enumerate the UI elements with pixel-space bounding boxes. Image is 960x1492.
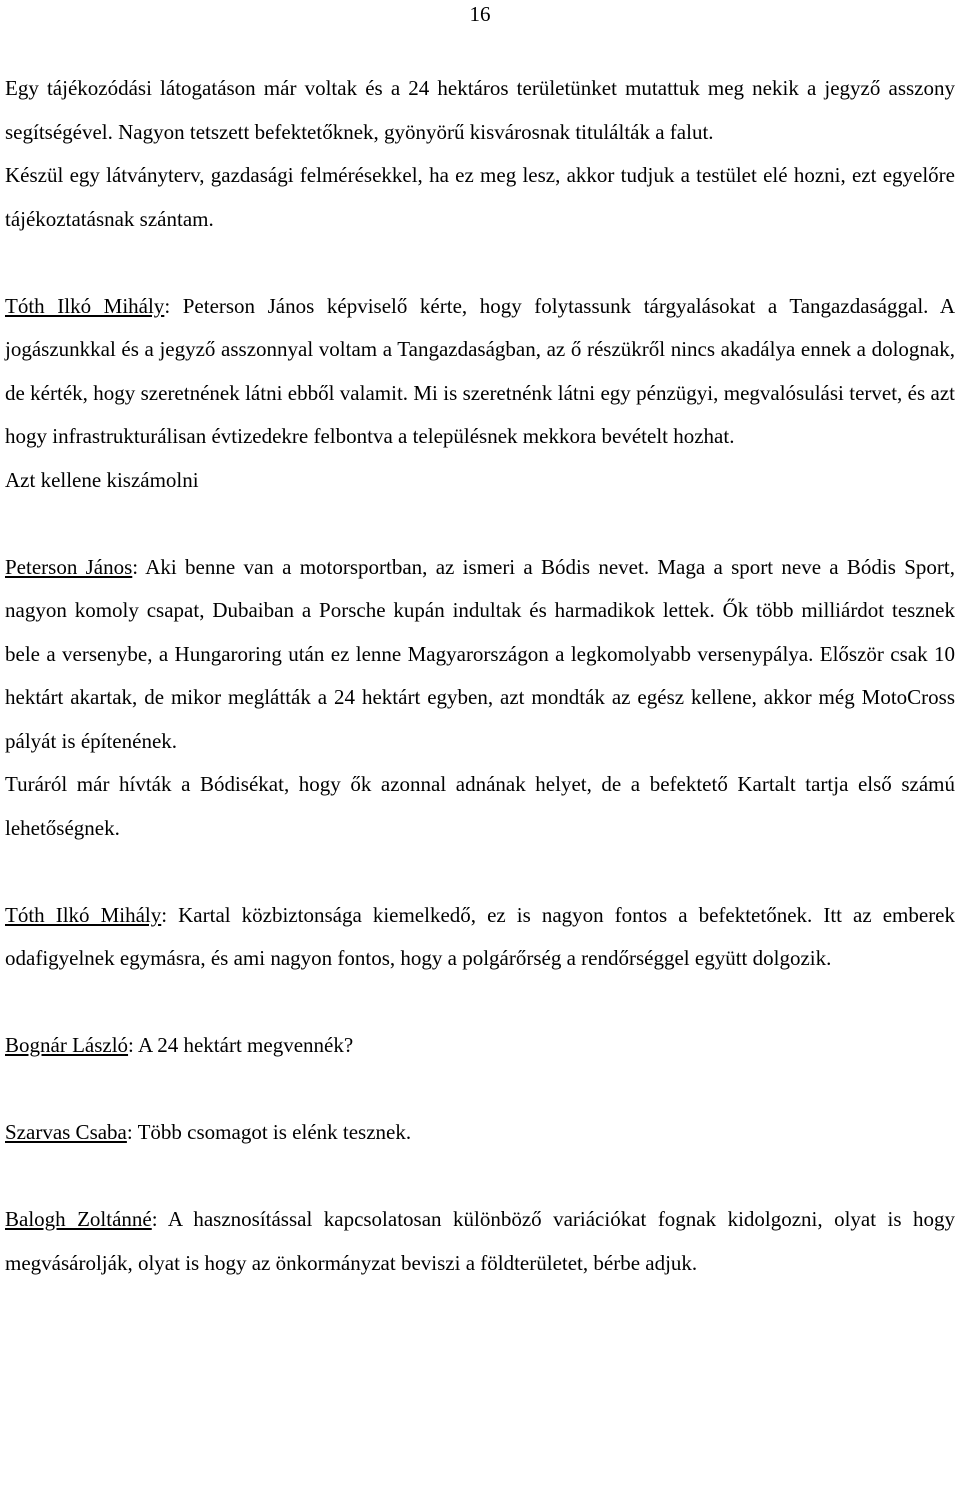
speaker-name: Szarvas Csaba bbox=[5, 1120, 127, 1144]
paragraph: Készül egy látványterv, gazdasági felmérésekkel, ha ez meg lesz, akkor tudjuk a testület elé hozni, ezt egyelőre tájékoztatásnak szántam. bbox=[5, 163, 955, 231]
paragraph-gap bbox=[5, 981, 955, 1025]
speaker-paragraph: Balogh Zoltánné: A hasznosítással kapcsolatosan különböző variációkat fognak kidolgozni, olyat is hogy megvásárolják, olyat is hogy az önkormányzat beviszi a földterületet, bérbe adjuk. bbox=[5, 1207, 955, 1275]
speech-text: A 24 hektárt megvennék? bbox=[137, 1033, 354, 1057]
speech-text: Peterson János képviselő kérte, hogy folytassunk tárgyalásokat a Tangazdasággal. A jogászunkkal és a jegyző asszonnyal voltam a Tangazdaságban, az ő részükről nincs akadálya ennek a dolognak, de kérték, hogy szeretnének látni ebből valamit. Mi is szeretnénk látni egy pénzügyi, megvalósulási tervet, és azt hogy infrastrukturálisan évtizedekre felbontva a településnek mekkora bevételt hozhat. bbox=[5, 293, 955, 448]
paragraph-gap bbox=[5, 850, 955, 894]
speaker-name: Tóth Ilkó Mihály bbox=[5, 902, 162, 927]
speaker-paragraph: Tóth Ilkó Mihály: Kartal közbiztonsága kiemelkedő, ez is nagyon fontos a befektetőnek. Itt az emberek odafigyelnek egymásra, és ami nagyon fontos, hogy a polgárőrség a rendőrséggel együtt dolgozik. bbox=[5, 902, 956, 970]
paragraph: Turáról már hívták a Bódisékat, hogy ők azonnal adnának helyet, de a befektető Kartalt tartja első számú lehetőségnek. bbox=[5, 772, 955, 840]
document-body bbox=[5, 67, 955, 1285]
paragraph: Egy tájékozódási látogatáson már voltak és a 24 hektáros területünket mutattuk meg nekik a jegyző asszony segítségével. Nagyon tetszett befektetőknek, gyönyörű kisvárosnak titulálták a falut. bbox=[5, 76, 955, 144]
paragraph-gap bbox=[5, 502, 955, 546]
speaker-paragraph: Peterson János: Aki benne van a motorsportban, az ismeri a Bódis nevet. Maga a sport neve a Bódis Sport, nagyon komoly csapat, Dubaiban a Porsche kupán indultak és harmadikok lettek. Ők több milliárdot tesznek bele a versenybe, a Hungaroring után ez lenne Magyarországon a legkomolyabb versenypálya. Először csak 10 hektárt akartak, de mikor meglátták a 24 hektárt egyben, azt mondták az egész kellene, akkor még MotoCross pályát is építenének. bbox=[5, 554, 955, 753]
paragraph-gap bbox=[5, 1155, 955, 1199]
speech-text: A hasznosítással kapcsolatosan különböző variációkat fognak kidolgozni, olyat is hogy megvásárolják, olyat is hogy az önkormányzat beviszi a földterületet, bérbe adjuk. bbox=[5, 1207, 955, 1275]
speaker-name: Tóth Ilkó Mihály bbox=[5, 293, 165, 318]
speaker-name: Peterson János bbox=[5, 554, 133, 579]
paragraph-gap bbox=[5, 241, 955, 285]
speaker-paragraph: Tóth Ilkó Mihály: Peterson János képviselő kérte, hogy folytassunk tárgyalásokat a Tangazdasággal. A jogászunkkal és a jegyző asszonnyal voltam a Tangazdaságban, az ő részükről nincs akadálya ennek a dolognak, de kérték, hogy szeretnének látni ebből valamit. Mi is szeretnénk látni egy pénzügyi, megvalósulási tervet, és azt hogy infrastrukturálisan évtizedekre felbontva a településnek mekkora bevételt hozhat. bbox=[5, 293, 955, 448]
speaker-name: Balogh Zoltánné bbox=[5, 1207, 152, 1231]
paragraph-gap bbox=[5, 1068, 955, 1112]
speaker-name: Bognár László bbox=[5, 1033, 129, 1057]
paragraph: Azt kellene kiszámolni bbox=[5, 467, 199, 492]
speaker-paragraph: Szarvas Csaba: Több csomagot is elénk tesznek. bbox=[5, 1120, 412, 1144]
speech-text: Több csomagot is elénk tesznek. bbox=[137, 1120, 412, 1144]
speech-text: Kartal közbiztonsága kiemelkedő, ez is nagyon fontos a befektetőnek. Itt az emberek odafigyelnek egymásra, és ami nagyon fontos, hogy a polgárőrség a rendőrséggel együtt dolgozik. bbox=[5, 902, 956, 970]
speaker-paragraph: Bognár László: A 24 hektárt megvennék? bbox=[5, 1033, 354, 1057]
speech-text: Aki benne van a motorsportban, az ismeri a Bódis nevet. Maga a sport neve a Bódis Sport, nagyon komoly csapat, Dubaiban a Porsche kupán indultak és harmadikok lettek. Ők több milliárdot tesznek bele a versenybe, a Hungaroring után ez lenne Magyarországon a legkomolyabb versenypálya. Először csak 10 hektárt akartak, de mikor meglátták a 24 hektárt egyben, azt mondták az egész kellene, akkor még MotoCross pályát is építenének. bbox=[5, 554, 955, 753]
page-number: 16 bbox=[469, 2, 491, 26]
